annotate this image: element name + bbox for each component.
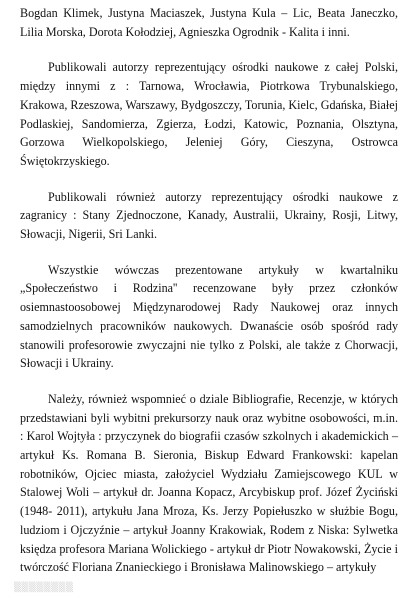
paragraph-bibliography-section: Należy, również wspomnieć o dziale Bibliografie, Recenzje, w których przedstawiani byli wybitni prekursorzy nauk oraz wybitne osobowości, m.in. : Karol Wojtyła : przyczynek do biografii czasów szkolnych i akademickich – artykuł Ks. Romana B. Sieronia, Biskup Edward Frankowski: kapelan robotników, Ojciec miasta, założyciel Wydziału Zamiejscowego KUL w Stalowej Woli – artykuł dr. Joanna Kopacz, Arcybiskup prof. Józef Życiński (1948- 2011), artykułu Jana Mroza, Ks. Jerzy Popiełuszko w służbie Bogu, ludziom i Ojczyźnie – artykuł Joanny Krakowiak, Rodem z Niska: Sylwetka księdza profesora Mariana Wolickiego - artykuł dr Piotr Nowakowski, Życie i twórczość Floriana Znanieckiego i Bronisława Malinowskiego – artykuły (20, 391, 398, 575)
document-body (20, 4, 398, 594)
paragraph-polish-centres: Publikowali autorzy reprezentujący ośrodki naukowe z całej Polski, między innymi z : Tarnowa, Wrocławia, Piotrkowa Trybunalskiego, Krakowa, Rzeszowa, Warszawy, Bydgoszczy, Torunia, Kielc, Gdańska, Białej Podlaskiej, Sandomierza, Zgierza, Łodzi, Katowic, Poznania, Olsztyna, Gorzowa Wielkopolskiego, Jeleniej Góry, Cieszyna, Ostrowca Świętokrzyskiego. (20, 60, 398, 168)
scan-watermark: ▒▒▒▒▒▒▒▒ (14, 583, 74, 593)
paragraph-review-board: Wszystkie wówczas prezentowane artykuły w kwartalniku „Społeczeństwo i Rodzina'' recenzowane były przez członków osiemnastoosobowej Międzynarodowej Rady Naukowej oraz innych samodzielnych pracowników naukowych. Dwanaście osób spośród rady stanowili profesorowie zwyczajni nie tylko z Polski, ale także z Chorwacji, Słowacji i Ukrainy. (20, 262, 398, 371)
paragraph-foreign-centres: Publikowali również autorzy reprezentujący ośrodki naukowe z zagranicy : Stany Zjednoczone, Kanady, Australii, Ukrainy, Rosji, Litwy, Słowacji, Nigerii, Sri Lanki. (20, 189, 398, 242)
paragraph-authors-list: Bogdan Klimek, Justyna Maciaszek, Justyna Kula – Lic, Beata Janeczko, Lilia Morska, Dorota Kołodziej, Agnieszka Ogrodnik - Kalita i inni. (20, 6, 398, 39)
